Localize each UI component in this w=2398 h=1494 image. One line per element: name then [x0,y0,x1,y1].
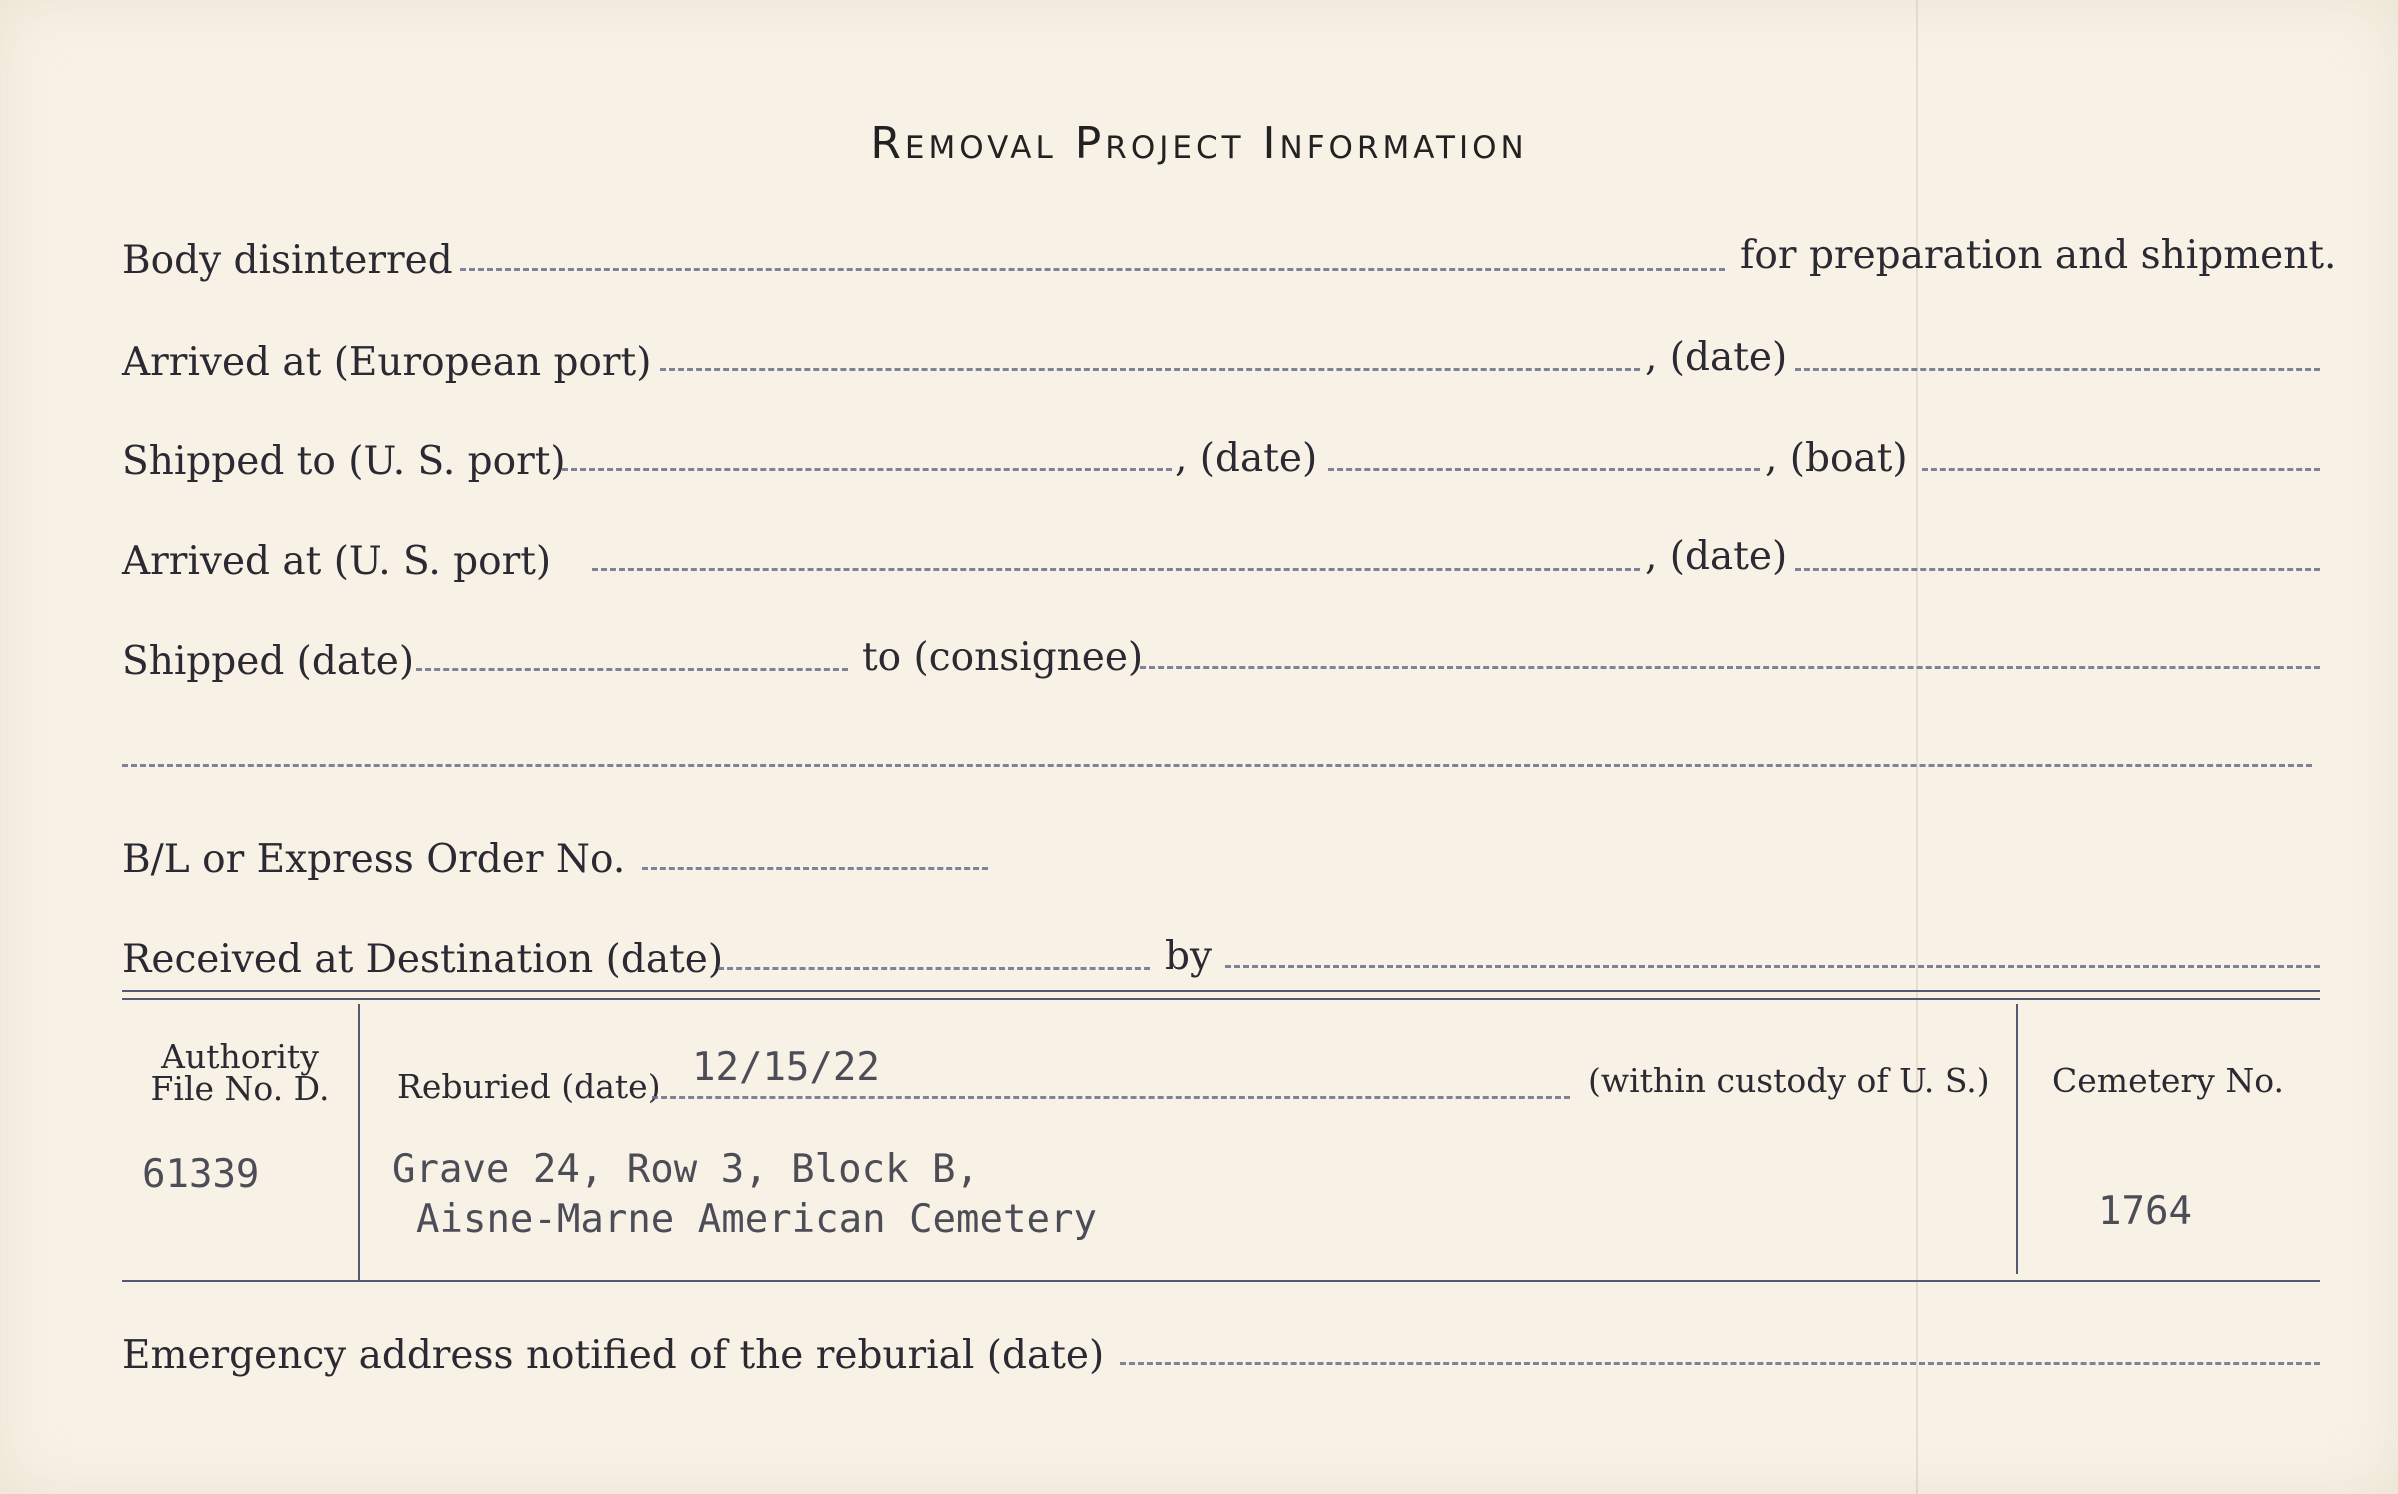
label-reburied-date: Reburied (date) [397,1067,661,1106]
label-to-consignee: to (consignee) [862,635,1144,680]
label-bl-express-order: B/L or Express Order No. [122,837,626,882]
field-emergency-date[interactable] [1120,1362,2320,1365]
cemetery-number: 1764 [2098,1189,2192,1234]
label-file-no: File No. D. [150,1069,330,1108]
label-received-destination: Received at Destination (date) [122,937,724,982]
label-emergency-address: Emergency address notified of the reburial (date) [122,1333,1105,1378]
field-reburied-date[interactable] [652,1096,1570,1099]
field-consignee-continuation[interactable] [122,764,2312,767]
reburied-date-value: 12/15/22 [692,1045,880,1090]
box-bottom-rule [122,1280,2320,1282]
field-boat[interactable] [1922,468,2320,471]
label-shipped-to-us-port: Shipped to (U. S. port) [122,439,566,484]
grave-location-line2: Aisne-Marne American Cemetery [416,1197,1097,1242]
field-european-port[interactable] [660,368,1640,371]
box-divider-left [358,1004,360,1280]
field-body-disinterred[interactable] [460,268,1725,271]
field-bl-express-order[interactable] [642,867,988,870]
label-arrived-us-port: Arrived at (U. S. port) [122,539,552,584]
label-boat: , (boat) [1765,436,1908,481]
field-shipped-date[interactable] [1328,468,1760,471]
box-top-rule-2 [122,998,2320,1000]
label-cemetery-no: Cemetery No. [2052,1061,2284,1100]
box-top-rule-1 [122,990,2320,992]
grave-location-line1: Grave 24, Row 3, Block B, [392,1147,979,1192]
card-fold-crease [1916,0,1918,1494]
field-received-date[interactable] [718,967,1150,970]
field-arrived-us-port[interactable] [592,568,1640,571]
label-arrived-european-port: Arrived at (European port) [122,340,652,385]
label-for-preparation: for preparation and shipment. [1740,233,2337,278]
box-divider-right [2016,1004,2018,1274]
form-title: Removal Project Information [870,118,1528,169]
field-european-arrival-date[interactable] [1795,368,2320,371]
authority-file-number: 61339 [142,1152,260,1197]
field-shipped-date-consignee[interactable] [416,668,848,671]
label-date-2: , (date) [1175,436,1318,481]
field-received-by[interactable] [1225,965,2320,968]
field-us-arrival-date[interactable] [1795,568,2320,571]
label-within-custody: (within custody of U. S.) [1588,1061,1990,1100]
label-shipped-date: Shipped (date) [122,639,415,684]
label-date-3: , (date) [1645,534,1788,579]
label-body-disinterred: Body disinterred [122,238,453,283]
label-date-1: , (date) [1645,335,1788,380]
label-authority: Authority [161,1037,319,1076]
field-us-port[interactable] [562,468,1172,471]
field-consignee[interactable] [1140,666,2320,669]
label-by: by [1165,934,1212,979]
